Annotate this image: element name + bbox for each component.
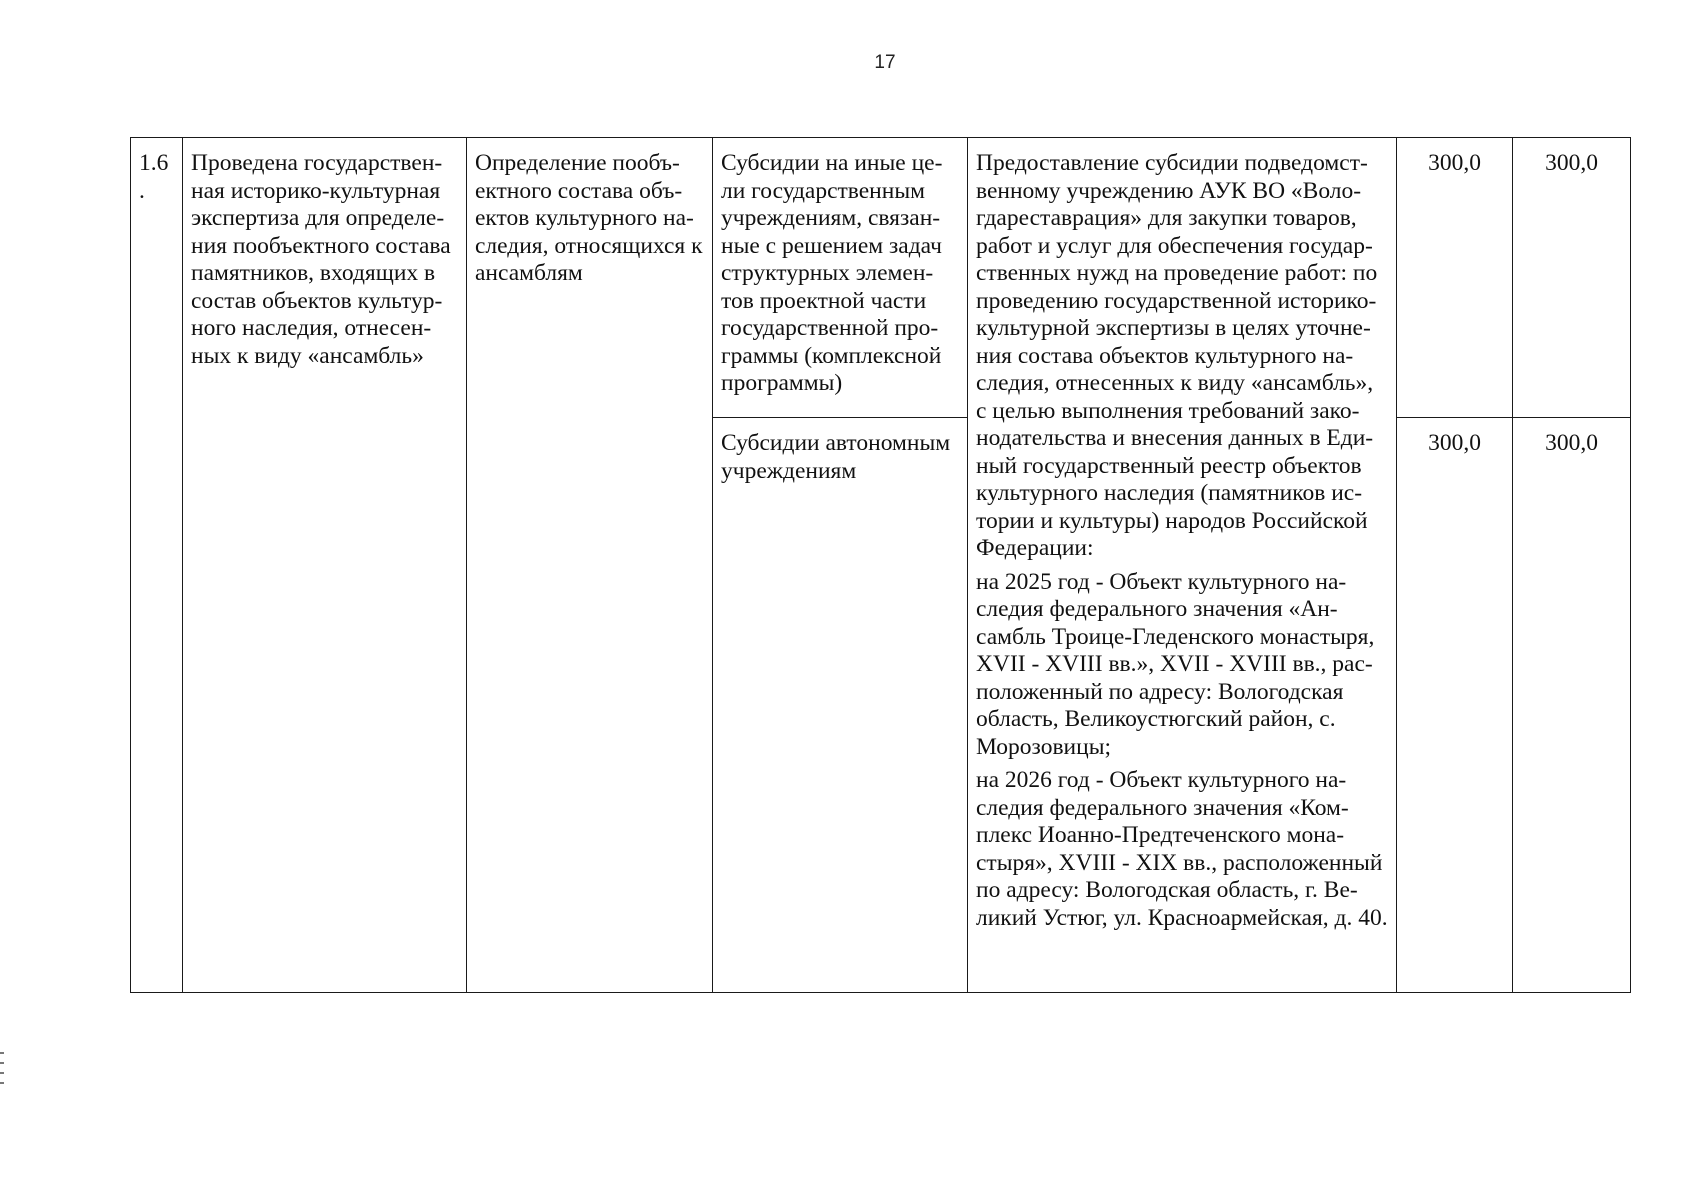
result-cell: Проведена государствен-ная историко-культурная экспертиза для определе-ния пообъектного состава памятников, входящих в состав объектов культур-ного наследия, отнесен-ных к виду «ансамбль»	[183, 138, 467, 993]
amount-cell-1b: 300,0	[1513, 138, 1631, 418]
funding-type-cell-1: Субсидии на иные це-ли государственным учреждениям, связан-ные с решением задач структурных элемен-тов проектной части государственной про-граммы (комплексной программы)	[713, 138, 968, 418]
page-number: 17	[874, 52, 896, 73]
funding-type-cell-2: Субсидии автономным учреждениям	[713, 418, 968, 993]
amount-cell-2b: 300,0	[1513, 418, 1631, 993]
description-cell	[968, 138, 1397, 993]
amount-cell-2a: 300,0	[1397, 418, 1513, 993]
scan-edge-marks	[0, 1052, 6, 1122]
description-intro: Предоставление субсидии подведомст-венному учреждению АУК ВО «Воло-гдареставрация» для закупки товаров, работ и услуг для обеспечения государ-ственных нужд на проведение работ: по проведению государственной историко-культурной экспертизы в целях уточне-ния состава объектов культурного на-следия, отнесенных к виду «ансамбль», с целью выполнения требований зако-нодательства и внесения данных в Еди-ный государственный реестр объектов культурного наследия (памятников ис-тории и культуры) народов Российской Федерации:	[976, 150, 1378, 561]
description-2025: на 2025 год - Объект культурного на-следия федерального значения «Ан-самбль Троице-Гледенского монастыря, XVII - XVIII вв.», XVII - XVIII вв., рас-положенный по адресу: Вологодская область, Великоустюгский район, с. Морозовицы;	[976, 568, 1375, 760]
table-row-1	[131, 138, 1631, 418]
description-2026: на 2026 год - Объект культурного на-следия федерального значения «Ком-плекс Иоанно-Предтеченского мона-стыря», XVIII - XIX вв., расположенный по адресу: Вологодская область, г. Ве-ликий Устюг, ул. Красноармейская, д. 40.	[976, 767, 1388, 931]
row-index-cell: 1.6.	[131, 138, 183, 993]
programme-table	[130, 137, 1631, 993]
amount-cell-1a: 300,0	[1397, 138, 1513, 418]
task-cell: Определение пообъ-ектного состава объ-ектов культурного на-следия, относящихся к ансамблям	[467, 138, 713, 993]
